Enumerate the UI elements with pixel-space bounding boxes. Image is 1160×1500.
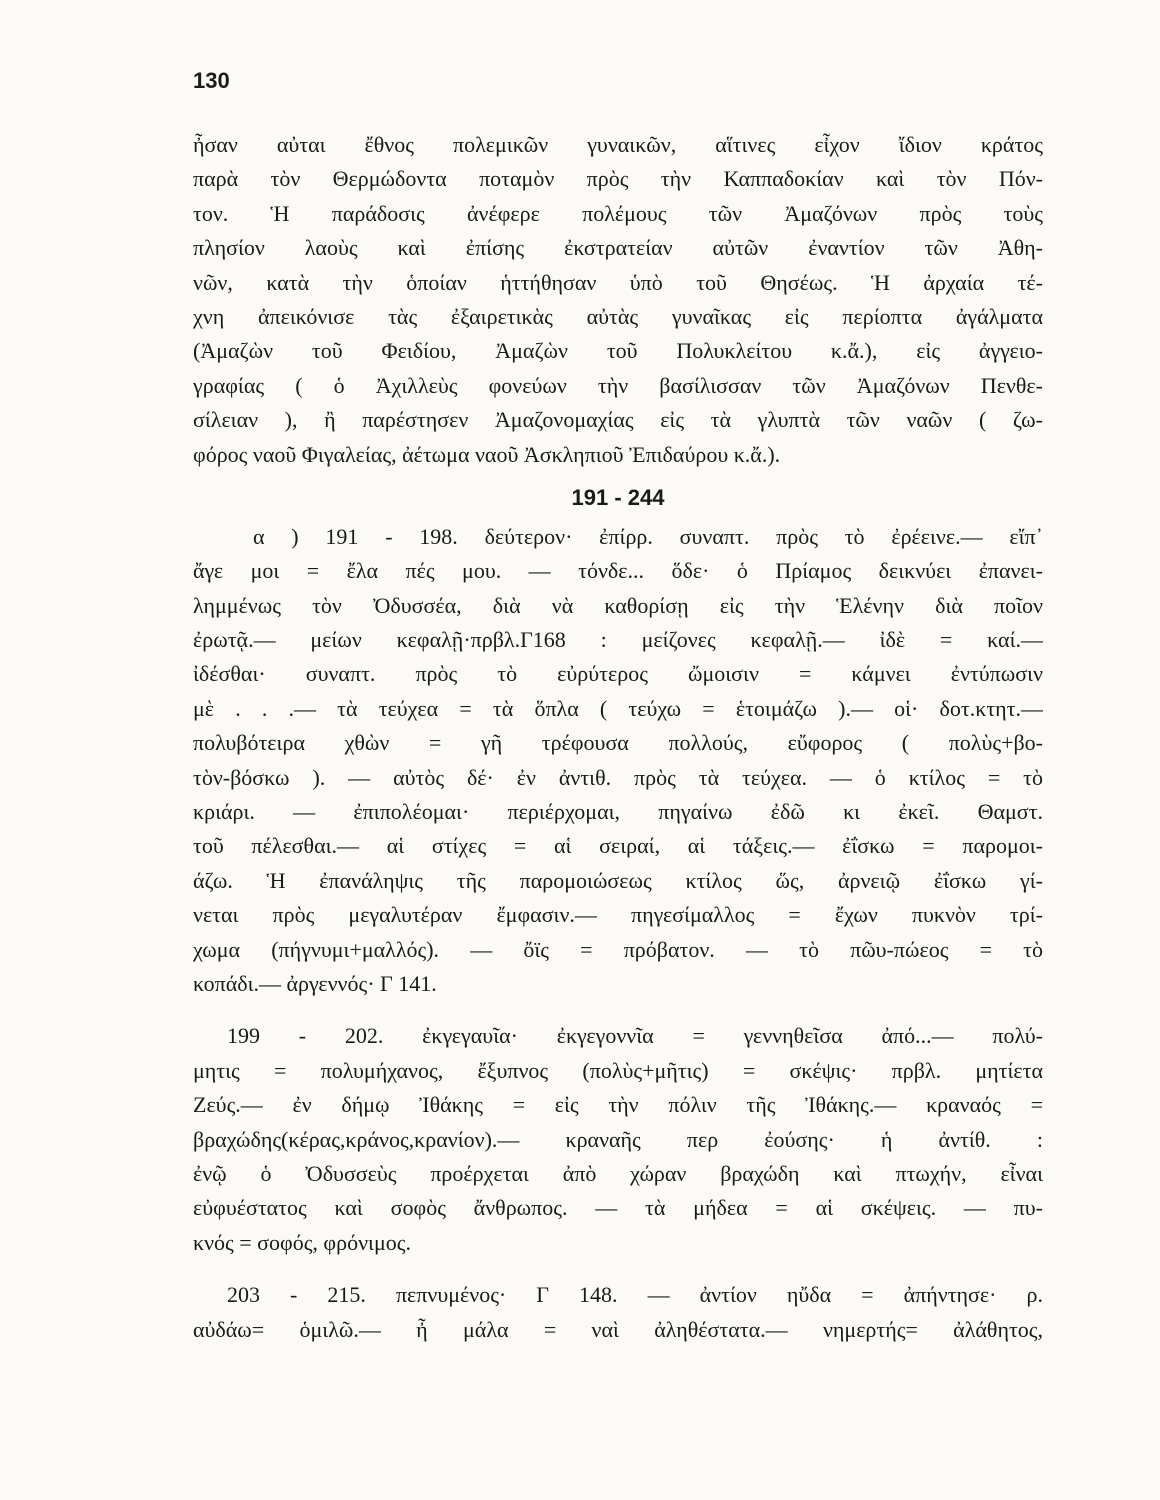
text-line: σίλειαν ), ἢ παρέστησεν Ἀμαζονομαχίας εἰς τὰ γλυπτὰ τῶν ναῶν ( ζω-: [193, 407, 1043, 433]
paragraph-b: [193, 1019, 1043, 1260]
intro-paragraph: [193, 128, 1043, 472]
text-line: ἰδέσθαι· συναπτ. πρὸς τὸ εὐρύτερος ὤμοισιν = κάμνει ἐντύπωσιν: [193, 661, 1043, 687]
text-line: τον. Ἡ παράδοσις ἀνέφερε πολέμους τῶν Ἀμαζόνων πρὸς τοὺς: [193, 200, 1043, 226]
text-line: εὐφυέστατος καὶ σοφὸς ἄνθρωπος. — τὰ μήδεα = αἱ σκέψεις. — πυ-: [193, 1195, 1043, 1221]
text-line: ἦσαν αὐται ἔθνος πολεμικῶν γυναικῶν, αἵτινες εἶχον ἴδιον κράτος: [193, 132, 1043, 157]
text-line: ἐρωτᾷ.— μείων κεφαλῇ·πρβλ.Γ168 : μείζονες κεφαλῇ.— ἰδὲ = καί.—: [193, 627, 1043, 653]
text-line: λημμένως τὸν Ὀδυσσέα, διὰ νὰ καθορίσῃ εἰς τὴν Ἑλένην διὰ ποῖον: [193, 592, 1043, 618]
text-line: (Ἀμαζὼν τοῦ Φειδίου, Ἀμαζὼν τοῦ Πολυκλείτου κ.ἄ.), εἰς ἀγγειο-: [193, 338, 1043, 364]
text-line: 199 - 202. ἐκγεγαυῖα· ἐκγεγοννῖα = γεννηθεῖσα ἀπό...— πολύ-: [227, 1023, 1043, 1049]
text-line: πολυβότειρα χθὼν = γῆ τρέφουσα πολλούς, εὔφορος ( πολὺς+βο-: [193, 730, 1043, 756]
text-line: μὲ . . .— τὰ τεύχεα = τὰ ὅπλα ( τεύχω = ἑτοιμάζω ).— οἱ· δοτ.κτητ.—: [193, 695, 1043, 721]
page-text: [193, 128, 1043, 1347]
text-line: νῶν, κατὰ τὴν ὁποίαν ἡττήθησαν ὑπὸ τοῦ Θησέως. Ἡ ἀρχαία τέ-: [193, 269, 1043, 295]
paragraph-c: [193, 1278, 1043, 1347]
text-line: κριάρι. — ἐπιπολέομαι· περιέρχομαι, πηγαίνω ἐδῶ κι ἐκεῖ. Θαμστ.: [193, 799, 1043, 825]
text-line: Ζεύς.— ἐν δήμῳ Ἰθάκης = εἰς τὴν πόλιν τῆς Ἰθάκης.— κραναός =: [193, 1092, 1043, 1118]
paragraph-a: [193, 520, 1043, 1001]
text-line: μητις = πολυμήχανος, ἔξυπνος (πολὺς+μῆτις) = σκέψις· πρβλ. μητίετα: [193, 1057, 1043, 1083]
text-line: γραφίας ( ὁ Ἀχιλλεὺς φονεύων τὴν βασίλισσαν τῶν Ἀμαζόνων Πενθε-: [193, 372, 1043, 398]
text-line: ἄγε μοι = ἔλα πές μου. — τόνδε... ὅδε· ὁ Πρίαμος δεικνύει ἐπανει-: [193, 558, 1043, 584]
text-line: αὐδάω= ὁμιλῶ.— ἦ μάλα = ναὶ ἀληθέστατα.— νημερτής= ἀλάθητος,: [193, 1316, 1043, 1342]
text-line: παρὰ τὸν Θερμώδοντα ποταμὸν πρὸς τὴν Καππαδοκίαν καὶ τὸν Πόν-: [193, 166, 1043, 192]
text-line: φόρος ναοῦ Φιγαλείας, ἀέτωμα ναοῦ Ἀσκληπιοῦ Ἐπιδαύρου κ.ἄ.).: [193, 441, 781, 467]
text-line: 203 - 215. πεπνυμένος· Γ 148. — ἀντίον ηὔδα = ἀπήντησε· ρ.: [227, 1282, 1043, 1308]
text-line: κοπάδι.— ἀργεννός· Γ 141.: [193, 970, 437, 996]
text-line: πλησίον λαοὺς καὶ ἐπίσης ἐκστρατείαν αὐτῶν ἐναντίον τῶν Ἀθη-: [193, 235, 1043, 261]
text-line: ἐνῷ ὁ Ὀδυσσεὺς προέρχεται ἀπὸ χώραν βραχώδη καὶ πτωχήν, εἶναι: [193, 1160, 1043, 1186]
text-line: τὸν-βόσκω ). — αὐτὸς δέ· ἐν ἀντιθ. πρὸς τὰ τεύχεα. — ὁ κτίλος = τὸ: [193, 764, 1043, 790]
text-line: βραχώδης(κέρας,κράνος,κρανίον).— κραναῆς περ ἐούσης· ἡ ἀντίθ. :: [193, 1126, 1043, 1152]
section-heading: 191 - 244: [571, 484, 665, 510]
text-line: χωμα (πήγνυμι+μαλλός). — ὄϊς = πρόβατον. — τὸ πῶυ-πώεος = τὸ: [193, 936, 1043, 962]
text-line: α ) 191 - 198. δεύτερον· ἐπίρρ. συναπτ. πρὸς τὸ ἐρέεινε.— εἴπ᾽: [253, 523, 1043, 549]
text-line: χνη ἀπεικόνισε τὰς ἐξαιρετικὰς αὐτὰς γυναῖκας εἰς περίοπτα ἀγάλματα: [193, 303, 1043, 329]
text-line: τοῦ πέλεσθαι.— αἱ στίχες = αἱ σειραί, αἱ τάξεις.— ἐΐσκω = παρομοι-: [193, 833, 1043, 859]
text-line: νεται πρὸς μεγαλυτέραν ἔμφασιν.— πηγεσίμαλλος = ἔχων πυκνὸν τρί-: [193, 902, 1043, 928]
page-number: 130: [193, 68, 230, 93]
text-line: άζω. Ἡ ἐπανάληψις τῆς παρομοιώσεως κτίλος ὥς, ἀρνειῷ ἐΐσκω γί-: [193, 867, 1043, 893]
text-line: κνός = σοφός, φρόνιμος.: [193, 1229, 411, 1255]
